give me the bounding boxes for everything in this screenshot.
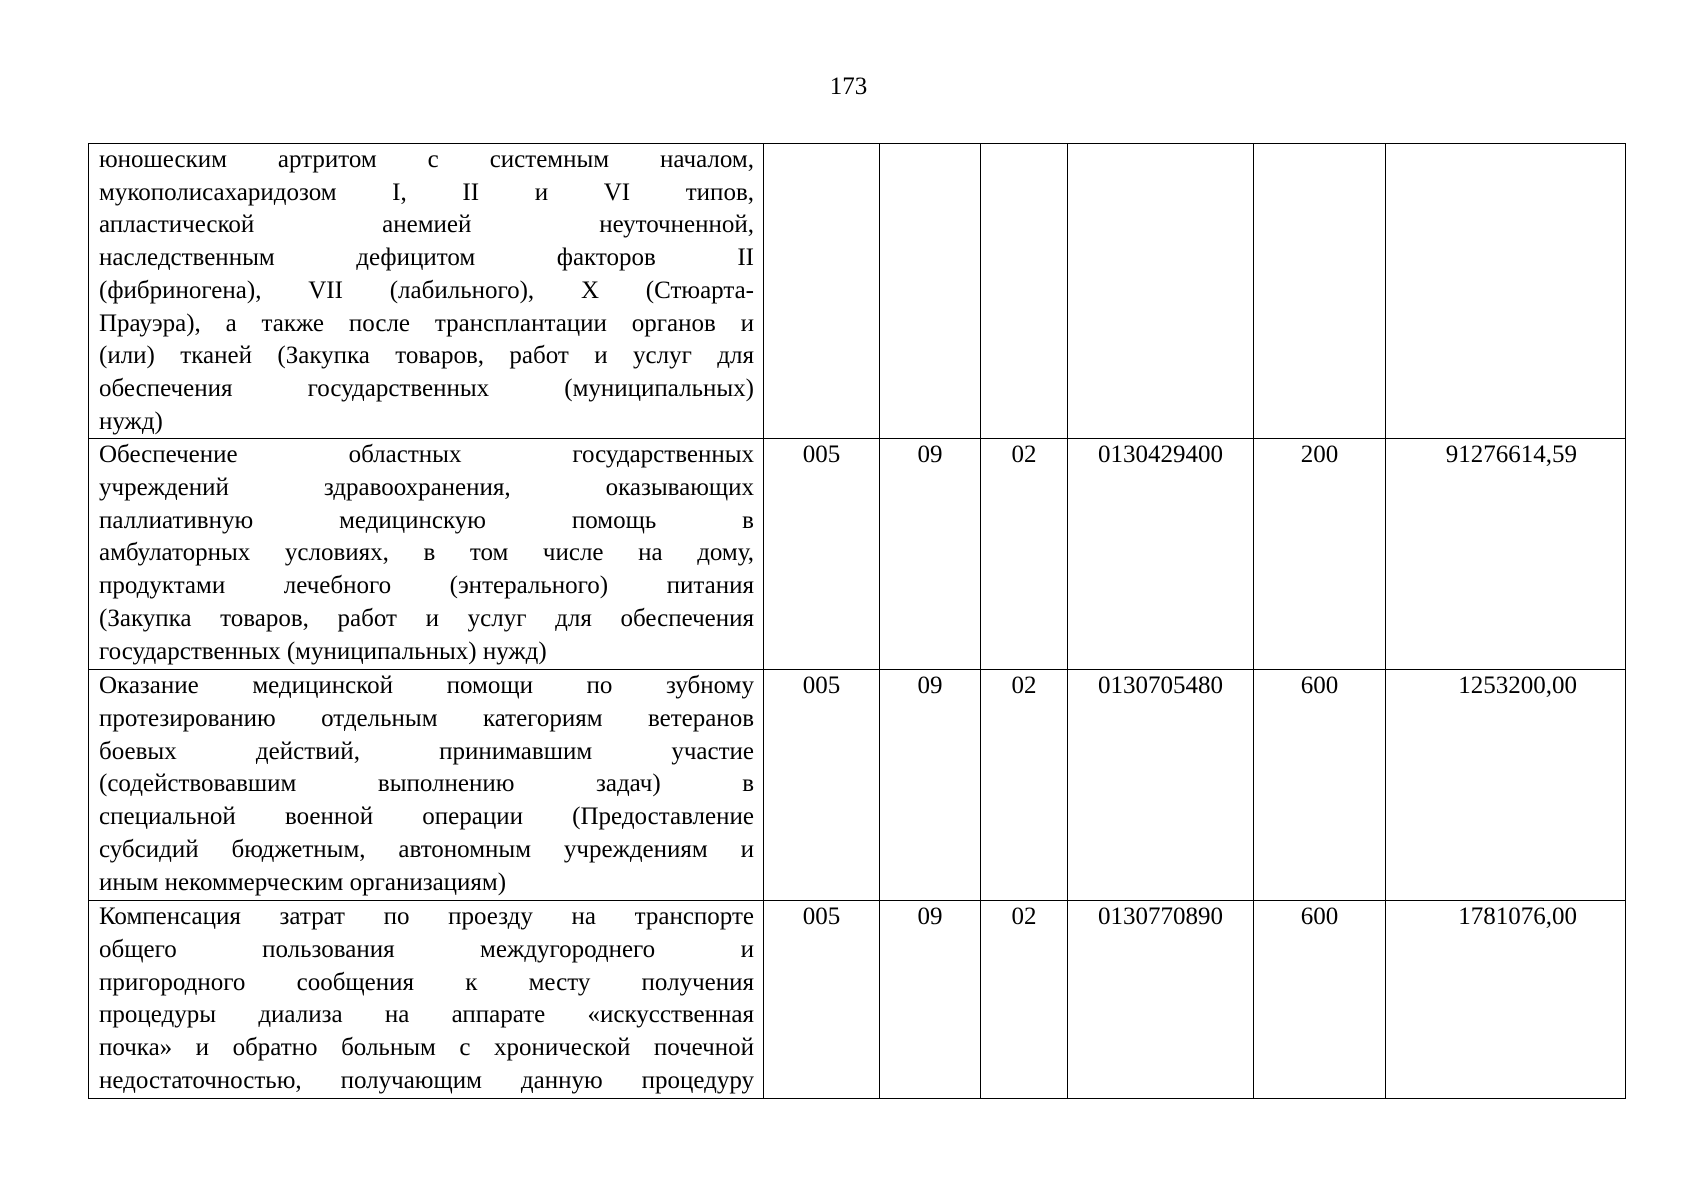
section-code-cell: 09 <box>880 670 981 901</box>
section-code-cell: 09 <box>880 439 981 670</box>
table-row <box>89 144 1626 439</box>
description-line: нужд) <box>99 407 163 435</box>
description-line: (фибриногена), VII (лабильного), X (Стюарта- <box>99 276 754 304</box>
description-line: обеспечения государственных (муниципальных) <box>99 374 754 402</box>
description-line: юношеским артритом с системным началом, <box>99 146 754 173</box>
description-line: специальной военной операции (Предоставление <box>99 803 754 831</box>
description-cell <box>89 144 764 439</box>
expense-type-cell: 600 <box>1254 670 1386 901</box>
description-line: (содействовавшим выполнению задач) в <box>99 770 754 798</box>
page-number: 173 <box>829 73 868 100</box>
subsection-code-cell: 02 <box>981 439 1068 670</box>
description-line: протезированию отдельным категориям ветеранов <box>99 705 754 733</box>
description-line: государственных (муниципальных) нужд) <box>99 637 547 665</box>
ministry-code-cell: 005 <box>764 670 880 901</box>
section-code-cell <box>880 144 981 439</box>
expense-type-cell: 200 <box>1254 439 1386 670</box>
description-cell <box>89 439 764 670</box>
target-article-cell: 0130705480 <box>1068 670 1254 901</box>
description-line: недостаточностью, получающим данную процедуру <box>99 1066 754 1094</box>
budget-table <box>88 143 1626 1099</box>
description-line: Обеспечение областных государственных <box>99 441 754 469</box>
ministry-code-cell: 005 <box>764 901 880 1098</box>
ministry-code-cell <box>764 144 880 439</box>
description-line: боевых действий, принимавшим участие <box>99 737 754 765</box>
budget-table-body <box>89 144 1626 1099</box>
description-line: учреждений здравоохранения, оказывающих <box>99 474 754 502</box>
description-cell <box>89 670 764 901</box>
description-line: пригородного сообщения к месту получения <box>99 968 754 996</box>
description-cell <box>89 901 764 1098</box>
table-row <box>89 901 1626 1098</box>
target-article-cell <box>1068 144 1254 439</box>
expense-type-cell: 600 <box>1254 901 1386 1098</box>
target-article-cell: 0130429400 <box>1068 439 1254 670</box>
subsection-code-cell: 02 <box>981 901 1068 1098</box>
expense-type-cell <box>1254 144 1386 439</box>
description-line: амбулаторных условиях, в том числе на дому, <box>99 539 754 567</box>
amount-cell: 1781076,00 <box>1386 901 1626 1098</box>
amount-cell: 1253200,00 <box>1386 670 1626 901</box>
description-line: паллиативную медицинскую помощь в <box>99 506 754 534</box>
description-line: мукополисахаридозом I, II и VI типов, <box>99 178 754 206</box>
amount-cell <box>1386 144 1626 439</box>
description-line: процедуры диализа на аппарате «искусственная <box>99 1001 754 1029</box>
table-row <box>89 670 1626 901</box>
subsection-code-cell: 02 <box>981 670 1068 901</box>
description-line: (Закупка товаров, работ и услуг для обеспечения <box>99 604 754 632</box>
description-line: наследственным дефицитом факторов II <box>99 244 754 272</box>
description-line: Оказание медицинской помощи по зубному <box>99 672 754 700</box>
description-line: субсидий бюджетным, автономным учреждениям и <box>99 835 754 863</box>
description-line: апластической анемией неуточненной, <box>99 211 754 239</box>
section-code-cell: 09 <box>880 901 981 1098</box>
ministry-code-cell: 005 <box>764 439 880 670</box>
target-article-cell: 0130770890 <box>1068 901 1254 1098</box>
description-line: общего пользования междугороднего и <box>99 936 754 964</box>
description-line: Компенсация затрат по проезду на транспорте <box>99 903 754 931</box>
description-line: почка» и обратно больным с хронической почечной <box>99 1034 754 1062</box>
description-line: продуктами лечебного (энтерального) питания <box>99 572 754 600</box>
description-line: (или) тканей (Закупка товаров, работ и услуг для <box>99 342 754 370</box>
description-line: Прауэра), а также после трансплантации органов и <box>99 309 754 337</box>
subsection-code-cell <box>981 144 1068 439</box>
description-line: иным некоммерческим организациям) <box>99 868 507 896</box>
table-row <box>89 439 1626 670</box>
amount-cell: 91276614,59 <box>1386 439 1626 670</box>
